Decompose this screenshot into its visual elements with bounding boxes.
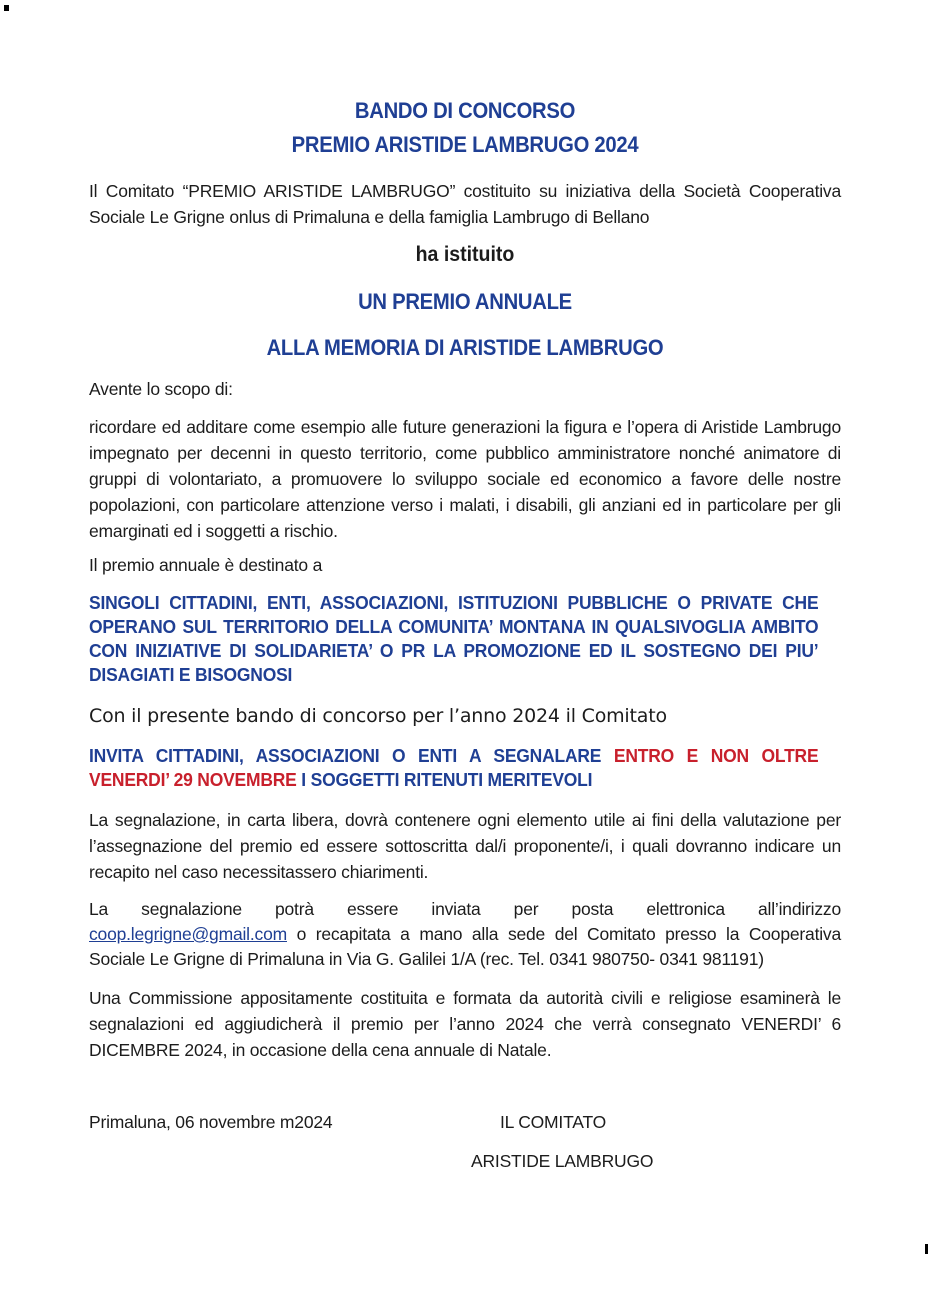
premio-line-1: UN PREMIO ANNUALE bbox=[358, 289, 572, 314]
invio-line-3: Sociale Le Grigne di Primaluna in Via G. Galilei 1/A (rec. Tel. 0341 980750- 0341 981191) bbox=[89, 949, 764, 969]
scopo-paragraph: ricordare ed additare come esempio alle future generazioni la figura e l’opera di Aristide Lambrugo impegnato per decenni in questo territorio, come pubblico amministratore nonché animatore di gruppi di volontariato, a promuovere lo sviluppo sociale ed economico a favore delle nostre popolazioni, con particolare attenzione verso i malati, i disabili, gli anziani ed in particolare per gli emarginati ed i soggetti a rischio. bbox=[89, 417, 841, 541]
destinato-label: Il premio annuale è destinato a bbox=[89, 555, 323, 575]
scan-mark-bottom-right bbox=[925, 1244, 928, 1254]
invito-text-1: INVITA CITTADINI, ASSOCIAZIONI O ENTI A SEGNALARE bbox=[89, 746, 614, 766]
invio-line-1: La segnalazione potrà essere inviata per posta elettronica all’indirizzo bbox=[89, 899, 841, 919]
intro-line-2: Sociale Le Grigne onlus di Primaluna e della famiglia Lambrugo di Bellano bbox=[89, 207, 650, 227]
bando-line: Con il presente bando di concorso per l’anno 2024 il Comitato bbox=[89, 705, 667, 727]
place-date: Primaluna, 06 novembre m2024 bbox=[89, 1112, 333, 1132]
intro-line-1: Il Comitato “PREMIO ARISTIDE LAMBRUGO” costituito su iniziativa della Società Cooperativa bbox=[89, 181, 841, 201]
istituito-heading: ha istituito bbox=[415, 243, 515, 266]
title-line-1: BANDO DI CONCORSO bbox=[354, 98, 576, 123]
email-link[interactable]: coop.legrigne@gmail.com bbox=[89, 924, 287, 944]
invito-deadline-2: VENERDI’ 29 NOVEMBRE bbox=[89, 770, 297, 790]
invio-line-2 bbox=[89, 921, 841, 947]
invito-line-2 bbox=[89, 768, 592, 792]
invito-text-2: I SOGGETTI RITENUTI MERITEVOLI bbox=[296, 770, 593, 790]
invio-line-2-text: o recapitata a mano alla sede del Comitato presso la Cooperativa bbox=[286, 924, 841, 944]
signature-line-2: ARISTIDE LAMBRUGO bbox=[471, 1151, 654, 1171]
title-line-2: PREMIO ARISTIDE LAMBRUGO 2024 bbox=[291, 132, 639, 157]
signature-line-1: IL COMITATO bbox=[500, 1112, 607, 1132]
segnalazione-paragraph: La segnalazione, in carta libera, dovrà contenere ogni elemento utile ai fini della valutazione per l’assegnazione del premio ed essere sottoscritta dal/i proponente/i, i quali dovranno indicare un recapito nel caso necessitassero chiarimenti. bbox=[89, 810, 841, 882]
invito-line-1 bbox=[89, 744, 818, 768]
scan-mark-top-left bbox=[4, 5, 9, 11]
commissione-paragraph: Una Commissione appositamente costituita e formata da autorità civili e religiose esaminerà le segnalazioni ed aggiudicherà il premio per l’anno 2024 che verrà consegnato VENERDI’ 6 DICEMBRE 2024, in occasione della cena annuale di Natale. bbox=[89, 988, 841, 1060]
premio-line-2: ALLA MEMORIA DI ARISTIDE LAMBRUGO bbox=[266, 335, 664, 360]
destinatari-paragraph: SINGOLI CITTADINI, ENTI, ASSOCIAZIONI, ISTITUZIONI PUBBLICHE O PRIVATE CHE OPERANO SUL TERRITORIO DELLA COMUNITA’ MONTANA IN QUALSIVOGLIA AMBITO CON INIZIATIVE DI SOLIDARIETA’ O PR LA PROMOZIONE ED IL SOSTEGNO DEI PIU’ DISAGIATI E BISOGNOSI bbox=[89, 593, 819, 685]
scopo-label: Avente lo scopo di: bbox=[89, 379, 233, 399]
invito-deadline-1: ENTRO E NON OLTRE bbox=[613, 746, 819, 766]
